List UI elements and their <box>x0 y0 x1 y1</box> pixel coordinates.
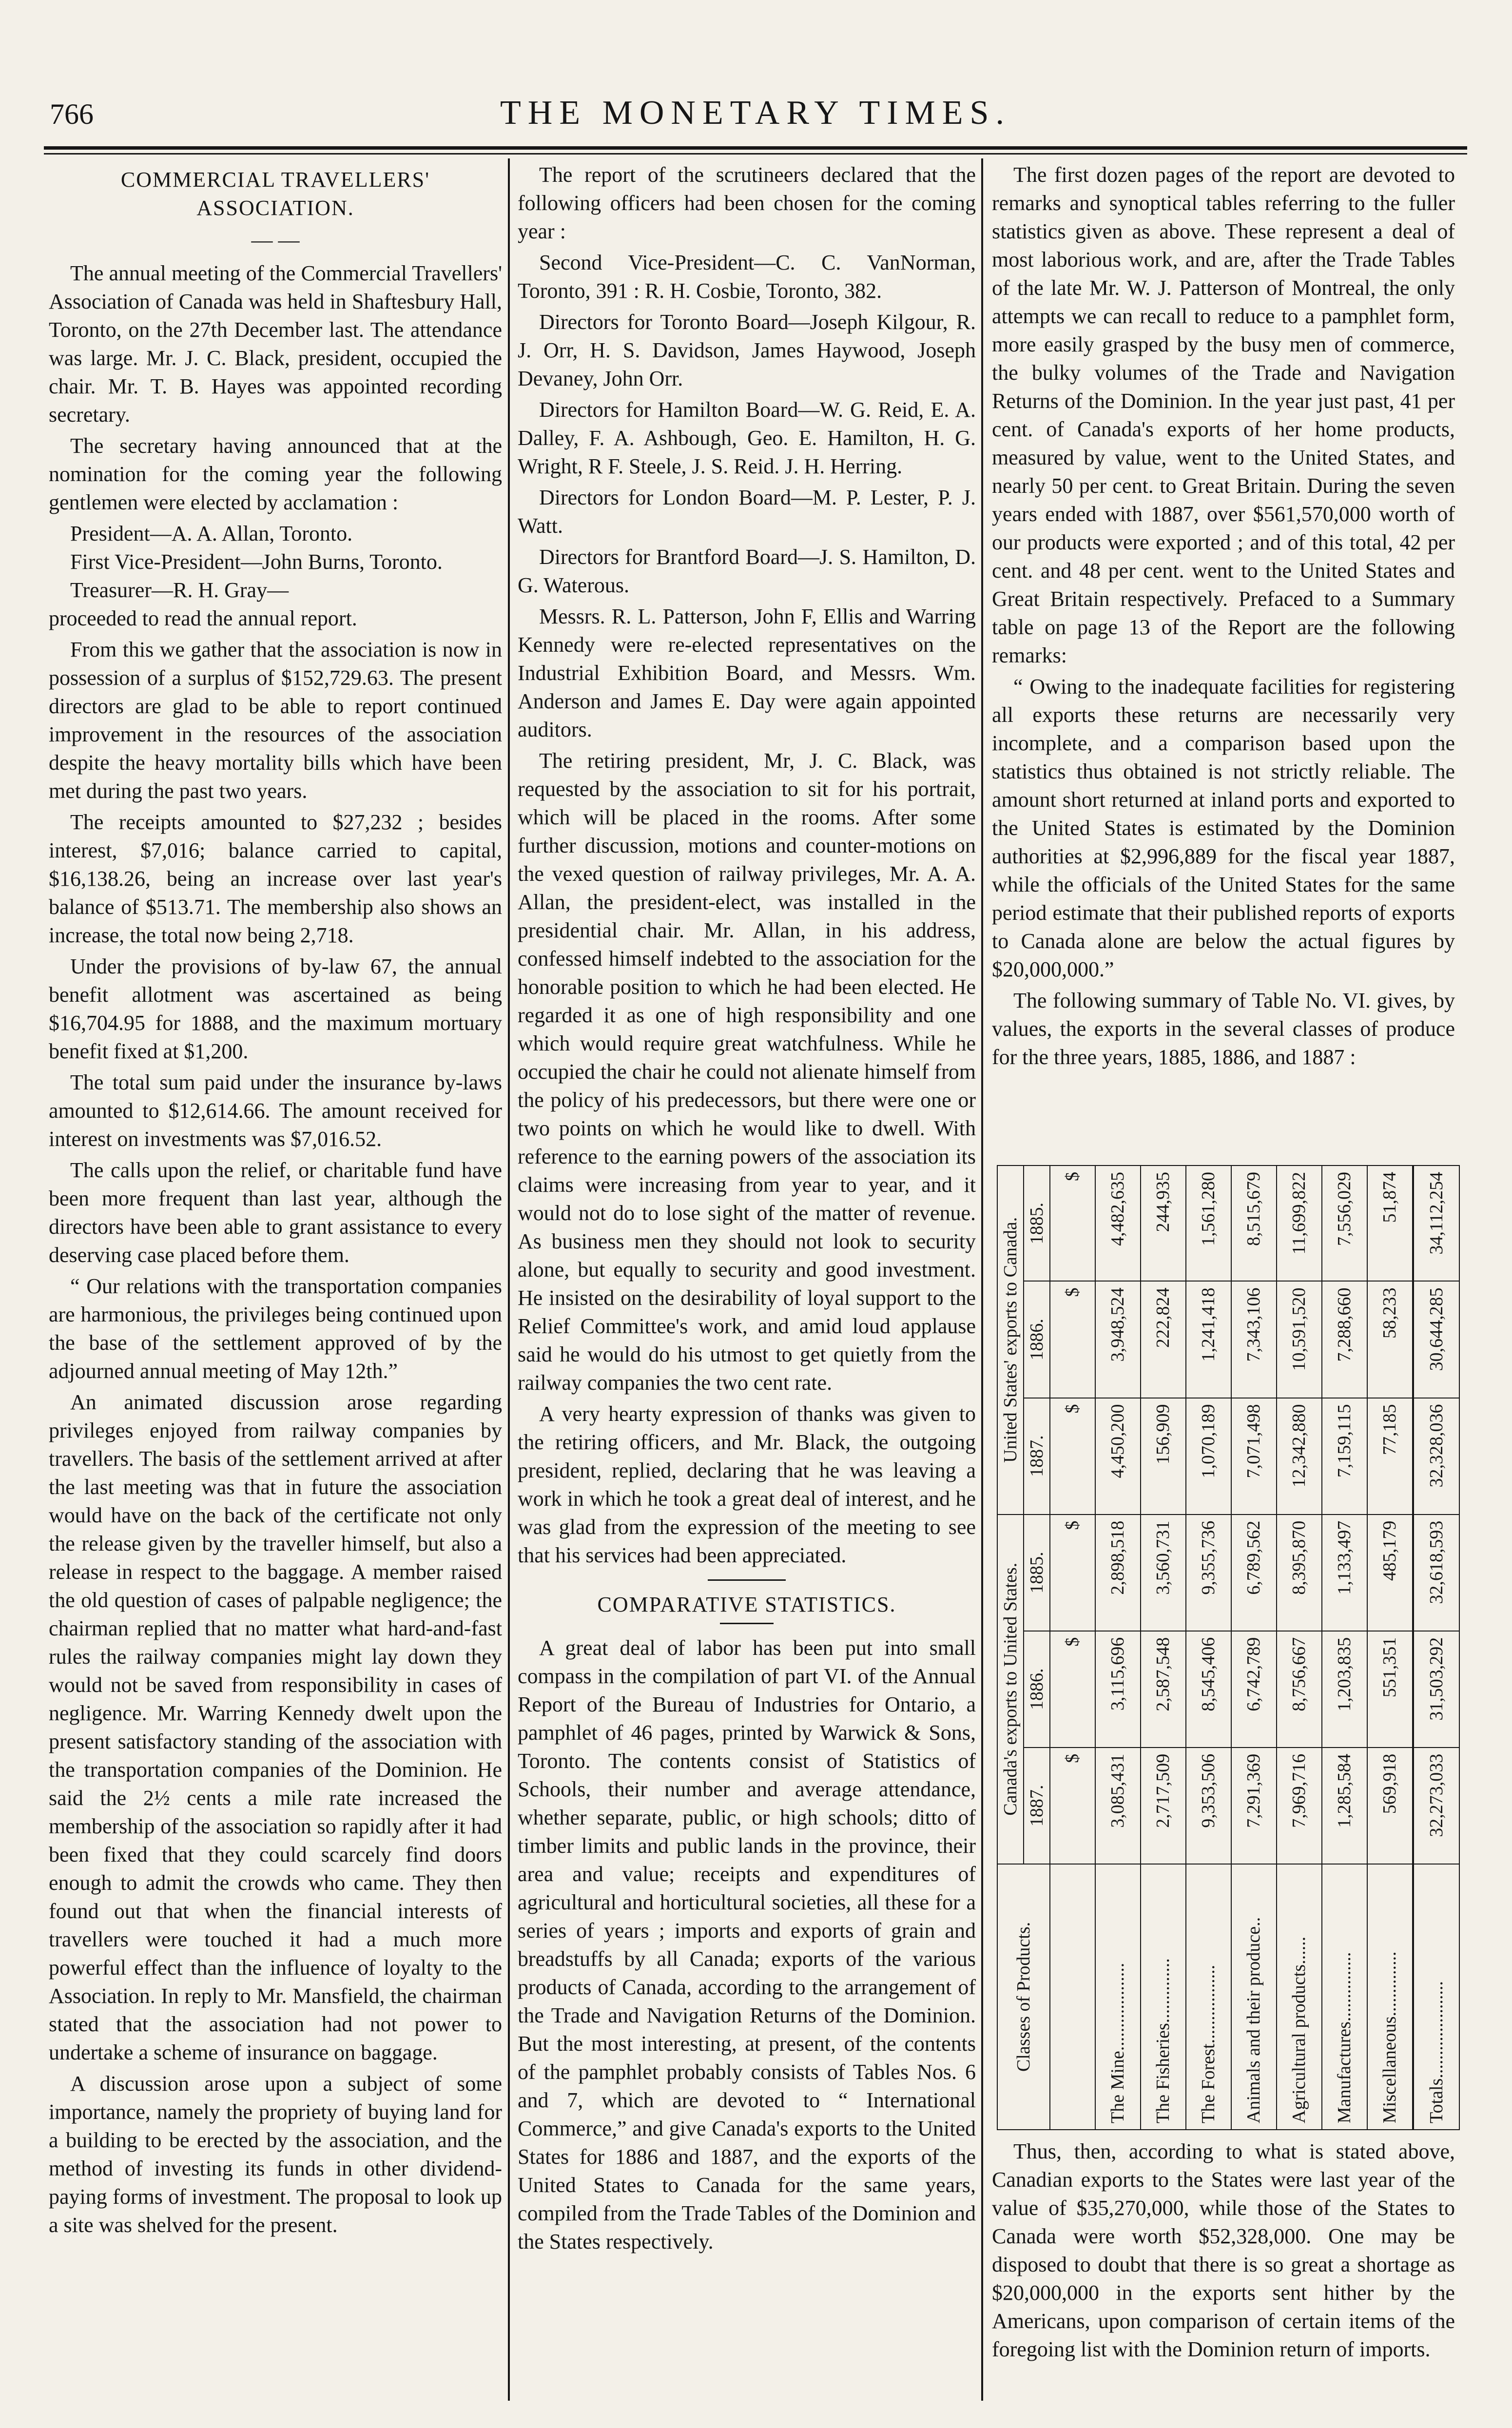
exports-table <box>997 1165 1460 2130</box>
value-cell: 4,482,635 <box>1095 1165 1141 1281</box>
value-cell: 51,874 <box>1367 1165 1414 1281</box>
column-3-top <box>992 161 1455 1074</box>
publication-title: THE MONETARY TIMES. <box>500 94 1011 132</box>
value-cell: 2,898,518 <box>1095 1515 1141 1631</box>
product-class: Agricultural products...... <box>1277 1864 1322 2130</box>
paragraph: The receipts amounted to $27,232 ; besides interest, $7,016; balance carried to capital, $16,138.26, being an increase over last year's balance of $513.71. The membership also shows an increase, the total now being 2,718. <box>49 810 502 947</box>
value-cell: 1,203,835 <box>1322 1631 1367 1748</box>
paragraph: A great deal of labor has been put into small compass in the compilation of part VI. of the Annual Report of the Bureau of Industries for Ontario, a pamphlet of 46 pages, printed by Warwick & Sons, Toronto. The contents consist of Statistics of Schools, their number and average attendance, whether separate, public, or high schools; ditto of timber limits and public lands in the province, their area and value; receipts and expenditures of agricultural and horticultural societies, all these for a series of years ; imports and exports of grain and breadstuffs by all Canada; exports of the various products of Canada, according to the arrangement of the Trade and Navigation Returns of the Dominion. But the most interesting, at present, of the contents of the pamphlet probably consists of Tables Nos. 6 and 7, which are devoted to “ International Commerce,” and give Canada's exports to the United States for 1886 and 1887, and the exports of the United States to Canada for the same years, compiled from the Trade Tables of the Dominion and the States respectively. <box>518 1636 976 2253</box>
page-number: 766 <box>50 98 94 130</box>
exports-table-wrapper <box>997 1165 1460 2130</box>
total-cell: 32,273,033 <box>1413 1748 1459 1864</box>
value-cell: 1,285,584 <box>1322 1748 1367 1864</box>
table-row <box>1277 1165 1322 2130</box>
group-header-canada: Canada's exports to United States. <box>997 1515 1024 1864</box>
product-class: The Forest................. <box>1186 1864 1231 2130</box>
officer-line: Treasurer—R. H. Gray— <box>70 578 289 602</box>
column-divider-1 <box>508 158 510 2401</box>
table-row <box>1322 1165 1367 2130</box>
group-header-us: United States' exports to Canada. <box>997 1165 1024 1515</box>
column-1 <box>49 161 502 2242</box>
paragraph: “ Our relations with the transportation companies are harmonious, the privileges being continued upon the base of the settlement approved of by the adjourned annual meeting of May 12th.” <box>49 1274 502 1383</box>
value-cell: 222,824 <box>1141 1281 1186 1398</box>
totals-label: Totals..................... <box>1413 1864 1459 2130</box>
value-cell: 11,699,822 <box>1277 1165 1322 1281</box>
unit-cell: $ <box>1050 1631 1095 1748</box>
article-heading: COMMERCIAL TRAVELLERS' ASSOCIATION. <box>120 168 430 220</box>
unit-cell: $ <box>1050 1748 1095 1864</box>
value-cell: 9,353,506 <box>1186 1748 1231 1864</box>
unit-spacer <box>1050 1864 1095 2130</box>
value-cell: 1,133,497 <box>1322 1515 1367 1631</box>
paragraph: The first dozen pages of the report are devoted to remarks and synoptical tables referring to the fuller statistics given as above. These represent a deal of most laborious work, and are, after the Trade Tables of the late Mr. W. J. Patterson of Montreal, the only attempts we can recall to reduce to a pamphlet form, more easily grasped by the busy men of commerce, the bulky volumes of the Trade and Navigation Returns of the Dominion. In the year just past, 41 per cent. of Canada's exports of her home products, measured by value, went to the United States, and nearly 50 per cent. to Great Britain. During the seven years ended with 1887, over $561,570,000 worth of our products were exported ; and of this total, 42 per cent. and 48 per cent. went to the United States and Great Britain respectively. Prefaced to a Summary table on page 13 of the Report are the following remarks: <box>992 163 1455 667</box>
heading-rule <box>720 1623 774 1624</box>
table-row <box>1186 1165 1231 2130</box>
table-row <box>1231 1165 1277 2130</box>
value-cell: 3,085,431 <box>1095 1748 1141 1864</box>
article-heading: COMPARATIVE STATISTICS. <box>597 1593 896 1616</box>
officer-line: First Vice-President—John Burns, Toronto. <box>70 550 443 574</box>
officer-line: President—A. A. Allan, Toronto. <box>70 522 353 545</box>
paragraph: The report of the scrutineers declared that the following officers had been chosen for the coming year : <box>518 163 976 243</box>
value-cell: 4,450,200 <box>1095 1398 1141 1515</box>
paragraph: Directors for Brantford Board—J. S. Hamilton, D. G. Waterous. <box>518 545 976 597</box>
paragraph: The secretary having announced that at the nomination for the coming year the following gentlemen were elected by acclamation : <box>49 434 502 514</box>
paragraph: The following summary of Table No. VI. gives, by values, the exports in the several classes of produce for the three years, 1885, 1886, and 1887 : <box>992 989 1455 1069</box>
paragraph: Directors for Toronto Board—Joseph Kilgour, R. J. Orr, H. S. Davidson, James Haywood, Joseph Devaney, John Orr. <box>518 310 976 390</box>
paragraph: The calls upon the relief, or charitable fund have been more frequent than last year, although the directors have been able to grant assistance to every deserving case placed before them. <box>49 1158 502 1267</box>
totals-row <box>1413 1165 1459 2130</box>
masthead <box>44 88 1467 141</box>
unit-cell: $ <box>1050 1281 1095 1398</box>
masthead-rule-thin <box>44 153 1467 155</box>
paragraph: The retiring president, Mr, J. C. Black, was requested by the association to sit for his portrait, which will be placed in the rooms. After some further discussion, motions and counter-motions on the vexed question of railway privileges, Mr. A. A. Allan, the president-elect, was installed in the presidential chair. Mr. Allan, in his address, confessed himself indebted to the association for the honorable position to which he had been elected. He regarded it as one of high responsibility and one which would require great watchfulness. While he occupied the chair he could not alienate himself from the policy of his predecessors, but there were one or two points on which he would like to dwell. With reference to the earning powers of the association its claims were increasing from year to year, and it would not do to lose sight of the matter of revenue. As business men they should not look to security alone, but equally to security and good investment. He insisted on the desirability of loyal support to the Relief Committee's work, and amid loud applause said he would do his utmost to get quietly from the railway companies the two cent rate. <box>518 749 976 1395</box>
paragraph: Thus, then, according to what is stated above, Canadian exports to the States were last year of the value of $35,270,000, while those of the States to Canada were worth $52,328,000. One may be disposed to doubt that there is so great a shortage as $20,000,000 in the exports sent hither by the Americans, upon comparison of certain items of the foregoing list with the Dominion return of imports. <box>992 2139 1455 2361</box>
value-cell: 6,789,562 <box>1231 1515 1277 1631</box>
paragraph: A very hearty expression of thanks was given to the retiring officers, and Mr. Black, the outgoing president, replied, declaring that he was leaving a work in which he took a great deal of interest, and he was glad from the expression of the meeting to see that his services had been appreciated. <box>518 1402 976 1567</box>
unit-cell: $ <box>1050 1515 1095 1631</box>
column-divider-2 <box>981 158 983 2401</box>
product-class: Animals and their produce.. <box>1231 1864 1277 2130</box>
value-cell: 7,969,716 <box>1277 1748 1322 1864</box>
paragraph: From this we gather that the association is now in possession of a surplus of $152,729.63. The present directors are glad to be able to report continued improvement in the resources of the association despite the heavy mortality bills which have been met during the past two years. <box>49 638 502 803</box>
value-cell: 1,070,189 <box>1186 1398 1231 1515</box>
product-class: Miscellaneous.............. <box>1367 1864 1414 2130</box>
masthead-rule-thick <box>44 146 1467 150</box>
value-cell: 8,395,870 <box>1277 1515 1322 1631</box>
paragraph: proceeded to read the annual report. <box>49 606 357 630</box>
paragraph: Messrs. R. L. Patterson, John F, Ellis and Warring Kennedy were re-elected representatives on the Industrial Exhibition Board, and Messrs. Wm. Anderson and James E. Day were again appointed auditors. <box>518 604 976 741</box>
exports-table-rotated <box>997 1165 1460 2130</box>
value-cell: 8,515,679 <box>1231 1165 1277 1281</box>
value-cell: 3,948,524 <box>1095 1281 1141 1398</box>
section-rule <box>708 1579 786 1581</box>
year-header: 1887. <box>1024 1398 1050 1515</box>
unit-cell: $ <box>1050 1165 1095 1281</box>
value-cell: 569,918 <box>1367 1748 1414 1864</box>
heading-dash: — — <box>251 228 300 252</box>
value-cell: 58,233 <box>1367 1281 1414 1398</box>
paragraph: Under the provisions of by-law 67, the annual benefit allotment was ascertained as being $16,704.95 for 1888, and the maximum mortuary benefit fixed at $1,200. <box>49 954 502 1063</box>
year-header: 1885. <box>1024 1515 1050 1631</box>
value-cell: 8,545,406 <box>1186 1631 1231 1748</box>
unit-cell: $ <box>1050 1398 1095 1515</box>
value-cell: 7,291,369 <box>1231 1748 1277 1864</box>
product-class: The Mine................... <box>1095 1864 1141 2130</box>
value-cell: 8,756,667 <box>1277 1631 1322 1748</box>
column-3-bottom <box>992 2137 1455 2367</box>
value-cell: 7,343,106 <box>1231 1281 1277 1398</box>
value-cell: 9,355,736 <box>1186 1515 1231 1631</box>
total-cell: 32,328,036 <box>1413 1398 1459 1515</box>
value-cell: 2,587,548 <box>1141 1631 1186 1748</box>
value-cell: 3,115,696 <box>1095 1631 1141 1748</box>
paragraph: Directors for Hamilton Board—W. G. Reid, E. A. Dalley, F. A. Ashbough, Geo. E. Hamilton, H. G. Wright, R F. Steele, J. S. Reid. J. H. Herring. <box>518 398 976 478</box>
value-cell: 7,556,029 <box>1322 1165 1367 1281</box>
column-2 <box>518 161 976 2259</box>
paragraph: “ Owing to the inadequate facilities for registering all exports these returns are necessarily very incomplete, and a comparison based upon the statistics thus obtained is not strictly reliable. The amount short returned at inland ports and exported to the United States is estimated by the Dominion authorities at $2,996,889 for the fiscal year 1887, while the officials of the United States for the same period estimate that their published reports of exports to Canada alone are below the actual figures by $20,000,000.” <box>992 675 1455 981</box>
total-cell: 30,644,285 <box>1413 1281 1459 1398</box>
value-cell: 1,561,280 <box>1186 1165 1231 1281</box>
value-cell: 551,351 <box>1367 1631 1414 1748</box>
product-class: Manufactures............... <box>1322 1864 1367 2130</box>
value-cell: 156,909 <box>1141 1398 1186 1515</box>
year-header: 1886. <box>1024 1631 1050 1748</box>
value-cell: 485,179 <box>1367 1515 1414 1631</box>
paragraph: Directors for London Board—M. P. Lester, P. J. Watt. <box>518 486 976 538</box>
value-cell: 3,560,731 <box>1141 1515 1186 1631</box>
value-cell: 77,185 <box>1367 1398 1414 1515</box>
value-cell: 7,288,660 <box>1322 1281 1367 1398</box>
paragraph: An animated discussion arose regarding privileges enjoyed from railway companies by travellers. The basis of the settlement arrived at after the last meeting was that in future the association would have on the back of the certificate not only the release given by the traveller himself, but also a release in respect to the baggage. A member raised the old question of cases of palpable negligence; the chairman replied that no matter what hard-and-fast rules the railway companies might lay down they would not be saved from responsibility in cases of negligence. Mr. Warring Kennedy dwelt upon the present satisfactory standing of the association with the transportation companies of the Dominion. He said the 2½ cents a mile rate increased the membership of the association so rapidly after it had been fixed that they could scarcely find doors enough to admit the crowds who came. They then found out that when the financial interests of travellers were touched it had a much more powerful effect than the influence of loyalty to the Association. In reply to Mr. Mansfield, the chairman stated that the association had not power to undertake a scheme of insurance on baggage. <box>49 1390 502 2064</box>
paragraph: Second Vice-President—C. C. VanNorman, Toronto, 391 : R. H. Cosbie, Toronto, 382. <box>518 251 976 303</box>
paragraph: The total sum paid under the insurance by-laws amounted to $12,614.66. The amount received for interest on investments was $7,016.52. <box>49 1070 502 1151</box>
table-row <box>1141 1165 1186 2130</box>
value-cell: 7,159,115 <box>1322 1398 1367 1515</box>
value-cell: 12,342,880 <box>1277 1398 1322 1515</box>
value-cell: 1,241,418 <box>1186 1281 1231 1398</box>
year-header: 1887. <box>1024 1748 1050 1864</box>
value-cell: 6,742,789 <box>1231 1631 1277 1748</box>
value-cell: 10,591,520 <box>1277 1281 1322 1398</box>
paragraph: A discussion arose upon a subject of some importance, namely the propriety of buying land for a building to be erected by the association, and the method of investing its funds in other dividend-paying forms of investment. The proposal to look up a site was shelved for the present. <box>49 2072 502 2237</box>
table-row <box>1367 1165 1414 2130</box>
value-cell: 244,935 <box>1141 1165 1186 1281</box>
product-class: The Fisheries.............. <box>1141 1864 1186 2130</box>
paragraph: The annual meeting of the Commercial Travellers' Association of Canada was held in Shaftesbury Hall, Toronto, on the 27th December last. The attendance was large. Mr. J. C. Black, president, occupied the chair. Mr. T. B. Hayes was appointed recording secretary. <box>49 261 502 427</box>
table-row <box>1095 1165 1141 2130</box>
total-cell: 32,618,593 <box>1413 1515 1459 1631</box>
value-cell: 7,071,498 <box>1231 1398 1277 1515</box>
total-cell: 31,503,292 <box>1413 1631 1459 1748</box>
year-header: 1886. <box>1024 1281 1050 1398</box>
classes-header: Classes of Products. <box>997 1864 1050 2130</box>
year-header: 1885. <box>1024 1165 1050 1281</box>
total-cell: 34,112,254 <box>1413 1165 1459 1281</box>
value-cell: 2,717,509 <box>1141 1748 1186 1864</box>
